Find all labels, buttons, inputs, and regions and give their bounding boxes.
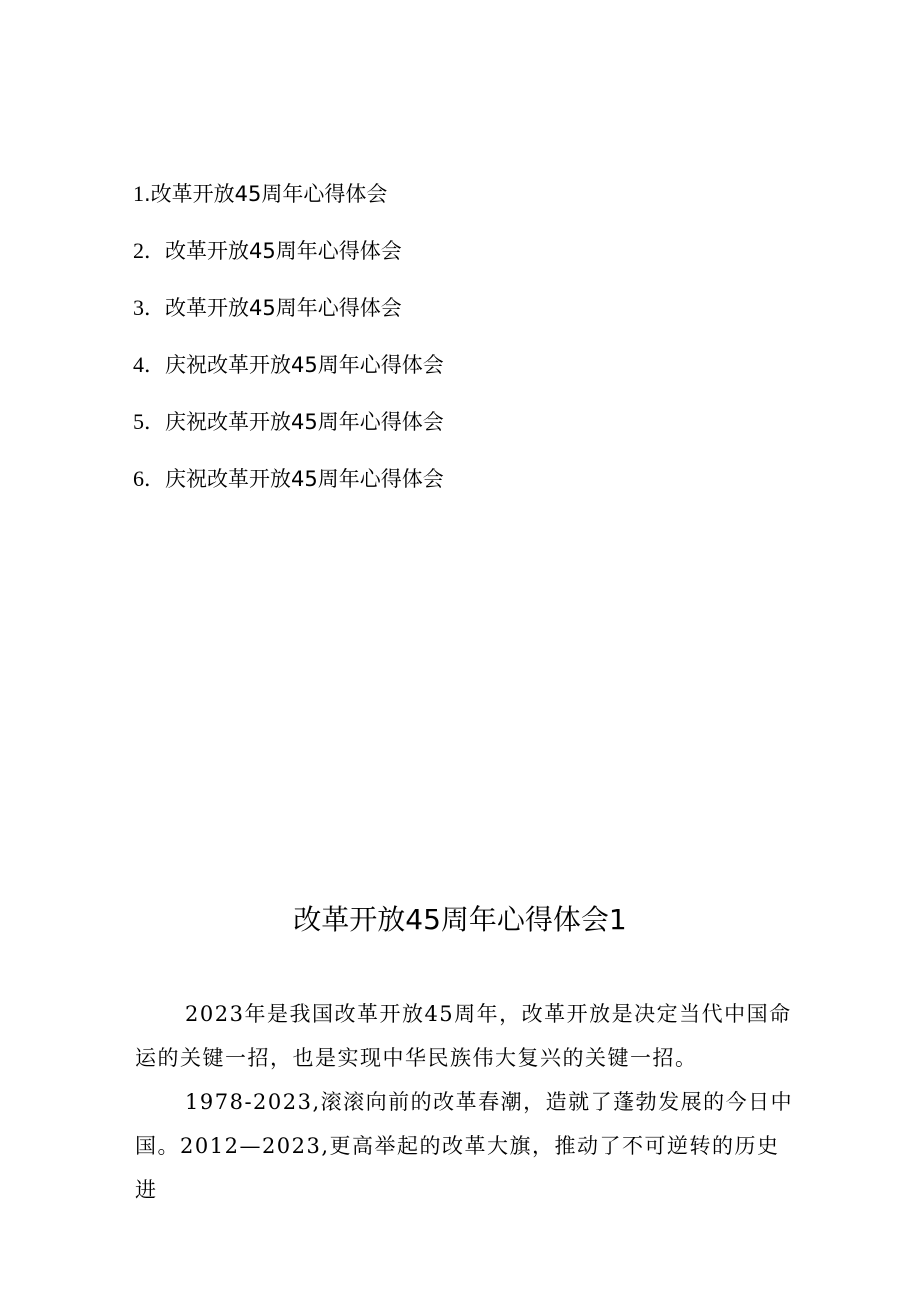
toc-item[interactable] — [133, 172, 444, 229]
toc-item-title: ．庆祝改革开放45周年心得体会 — [144, 467, 444, 491]
toc-item-number: 6 — [133, 466, 144, 491]
article-paragraph: 2023年是我国改革开放45周年，改革开放是决定当代中国命运的关键一招，也是实现中华民族伟大复兴的关键一招。 — [135, 1002, 792, 1070]
toc-item[interactable] — [133, 229, 444, 286]
toc-item[interactable] — [133, 457, 444, 514]
toc-item-title: ．改革开放45周年心得体会 — [144, 239, 402, 263]
toc-item-title: ．庆祝改革开放45周年心得体会 — [144, 410, 444, 434]
article-title: 改革开放45周年心得体会1 — [293, 903, 627, 936]
toc-item-number: 3 — [133, 295, 144, 320]
toc-item-number: 4 — [133, 352, 144, 377]
toc-item-number: 2 — [133, 238, 144, 263]
toc-item[interactable] — [133, 400, 444, 457]
toc-item-number: 1 — [133, 181, 144, 206]
table-of-contents — [133, 172, 444, 514]
toc-item-number: 5 — [133, 409, 144, 434]
article-body — [135, 992, 800, 1212]
toc-item[interactable] — [133, 343, 444, 400]
article-paragraph: 1978-2023,滚滚向前的改革春潮，造就了蓬勃发展的今日中国。2012—2023,更高举起的改革大旗，推动了不可逆转的历史进 — [135, 1090, 794, 1202]
toc-item[interactable] — [133, 286, 444, 343]
toc-item-title: ．改革开放45周年心得体会 — [144, 296, 402, 320]
toc-item-title: .改革开放45周年心得体会 — [144, 182, 388, 206]
toc-item-title: ．庆祝改革开放45周年心得体会 — [144, 353, 444, 377]
